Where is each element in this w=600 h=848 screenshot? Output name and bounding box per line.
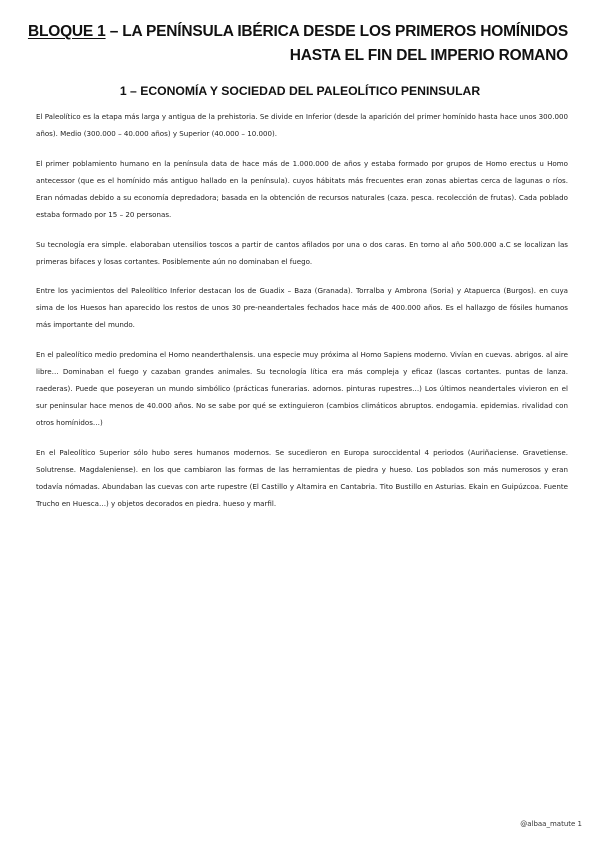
- title-line-1-text: – LA PENÍNSULA IBÉRICA DESDE LOS PRIMEROS HOMÍNIDOS: [105, 23, 568, 40]
- title-block-label: BLOQUE 1: [27, 23, 106, 40]
- page-footer: @albaa_matute 1: [520, 820, 582, 828]
- title-line-1: [28, 20, 568, 44]
- section-heading: 1 – ECONOMÍA Y SOCIEDAD DEL PALEOLÍTICO PENINSULAR: [119, 84, 481, 98]
- document-title: [28, 20, 568, 68]
- paragraph-definition: El Paleolítico es la etapa más larga y antigua de la prehistoria. Se divide en Inferior (desde la aparición del primer homínido hasta hace unos 300.000 años). Medio (300.000 – 40.000 años) y Superior (40.000 – 10.000).: [36, 112, 568, 139]
- title-line-2: HASTA EL FIN DEL IMPERIO ROMANO: [289, 47, 568, 64]
- paragraph-middle-paleolithic: En el paleolítico medio predomina el Homo neanderthalensis. una especie muy próxima al Homo Sapiens moderno. Vivían en cuevas. abrigos. al aire libre… Dominaban el fuego y cazaban grandes animales. Su tecnología lítica era más compleja y eficaz (lascas cortantes. puntas de lanza. raederas). Puede que poseyeran un mundo simbólico (prácticas funerarias. adornos. pinturas rupestres…) Los últimos neandertales vivieron en el sur peninsular hace menos de 40.000 años. No se sabe por qué se extinguieron (cambios climáticos abruptos. endogamia. epidemias. rivalidad con otros homínidos…): [36, 350, 568, 428]
- paragraph-upper-paleolithic: En el Paleolítico Superior sólo hubo seres humanos modernos. Se sucedieron en Europa suroccidental 4 periodos (Auriñaciense. Gravetiense. Solutrense. Magdaleniense). en los que cambiaron las formas de las herramientas de piedra y hueso. Los poblados son más numerosos y eran todavía nómadas. Abundaban las cuevas con arte rupestre (El Castillo y Altamira en Cantabria. Tito Bustillo en Asturias. Ekain en Guipúzcoa. Fuente Trucho en Huesca…) y objetos decorados en piedra. hueso y marfil.: [36, 448, 568, 509]
- body-text: [36, 108, 568, 525]
- paragraph-sites: Entre los yacimientos del Paleolítico Inferior destacan los de Guadix – Baza (Granada). Torralba y Ambrona (Soria) y Atapuerca (Burgos). en cuya sima de los Huesos han aparecido los restos de unos 30 pre-neandertales fechados hace más de 400.000 años. Es el hallazgo de fósiles humanos más importante del mundo.: [36, 286, 568, 330]
- paragraph-first-settlement: El primer poblamiento humano en la península data de hace más de 1.000.000 de años y estaba formado por grupos de Homo erectus u Homo antecessor (que es el homínido más antiguo hallado en la península). cuyos hábitats más frecuentes eran zonas abiertas cerca de lagunas o ríos. Eran nómadas debido a su economía depredadora; basada en la obtención de recursos naturales (caza. pesca. recolección de frutas). Cada poblado estaba formado por 15 – 20 personas.: [36, 158, 568, 219]
- paragraph-technology: Su tecnología era simple. elaboraban utensilios toscos a partir de cantos afilados por una o dos caras. En torno al año 500.000 a.C se localizan las primeras bifaces y losas cortantes. Posiblemente aún no dominaban el fuego.: [36, 239, 568, 266]
